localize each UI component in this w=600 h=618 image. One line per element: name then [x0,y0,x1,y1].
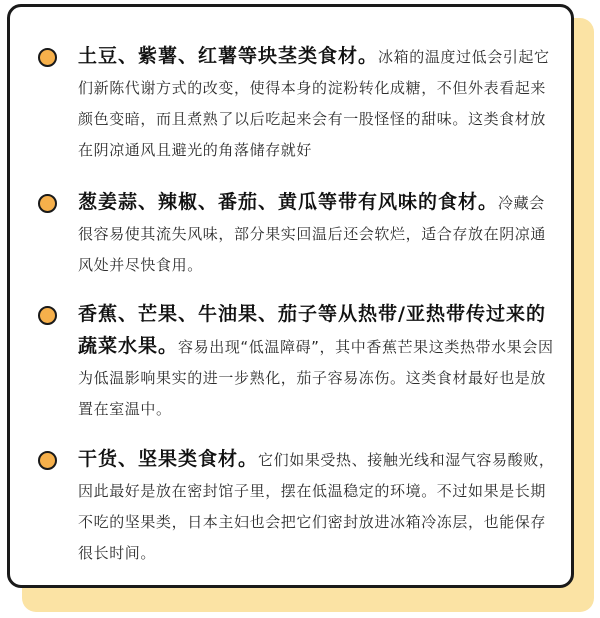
orange-bullet-icon [38,451,57,470]
tip-body: 它们如果受热、接触光线和湿气容易酸败，因此最好是放在密封馆子里，摆在低温稳定的环境。不过如果是长期不吃的坚果类，日本主妇也会把它们密封放进冰箱冷冻层，也能保存很长时间。 [78,451,555,562]
tip-heading: 香蕉、芒果、牛油果、茄子等从热带/亚热带传过来的蔬菜水果。 [78,303,546,357]
orange-bullet-icon [38,48,57,67]
tip-text [78,187,558,281]
tip-text [78,444,558,569]
orange-bullet-icon [38,306,57,325]
tip-body: 冰箱的温度过低会引起它们新陈代谢方式的改变，使得本身的淀粉转化成糖，不但外表看起来颜色变暗，而且煮熟了以后吃起来会有一股怪怪的甜味。这类食材放在阴凉通风且避光的角落储存就好 [78,48,550,159]
tips-card [7,4,574,588]
tip-heading: 干货、坚果类食材。 [78,448,259,470]
tip-heading: 葱姜蒜、辣椒、番茄、黄瓜等带有风味的食材。 [78,191,499,213]
tip-item-tubers [38,41,558,166]
tip-text [78,41,558,166]
tip-body: 容易出现“低温障碍”，其中香蕉芒果这类热带水果会因为低温影响果实的进一步熟化，茄子容易冻伤。这类食材最好也是放置在室温中。 [78,338,554,418]
tip-item-tropical [38,299,558,425]
tip-item-flavor [38,187,558,281]
tip-item-nuts [38,444,558,569]
tip-heading: 土豆、紫薯、红薯等块茎类食材。 [78,45,379,67]
tip-body: 冷藏会很容易使其流失风味，部分果实回温后还会软烂，适合存放在阴凉通风处并尽快食用。 [78,194,547,274]
orange-bullet-icon [38,194,57,213]
tip-text [78,299,558,425]
